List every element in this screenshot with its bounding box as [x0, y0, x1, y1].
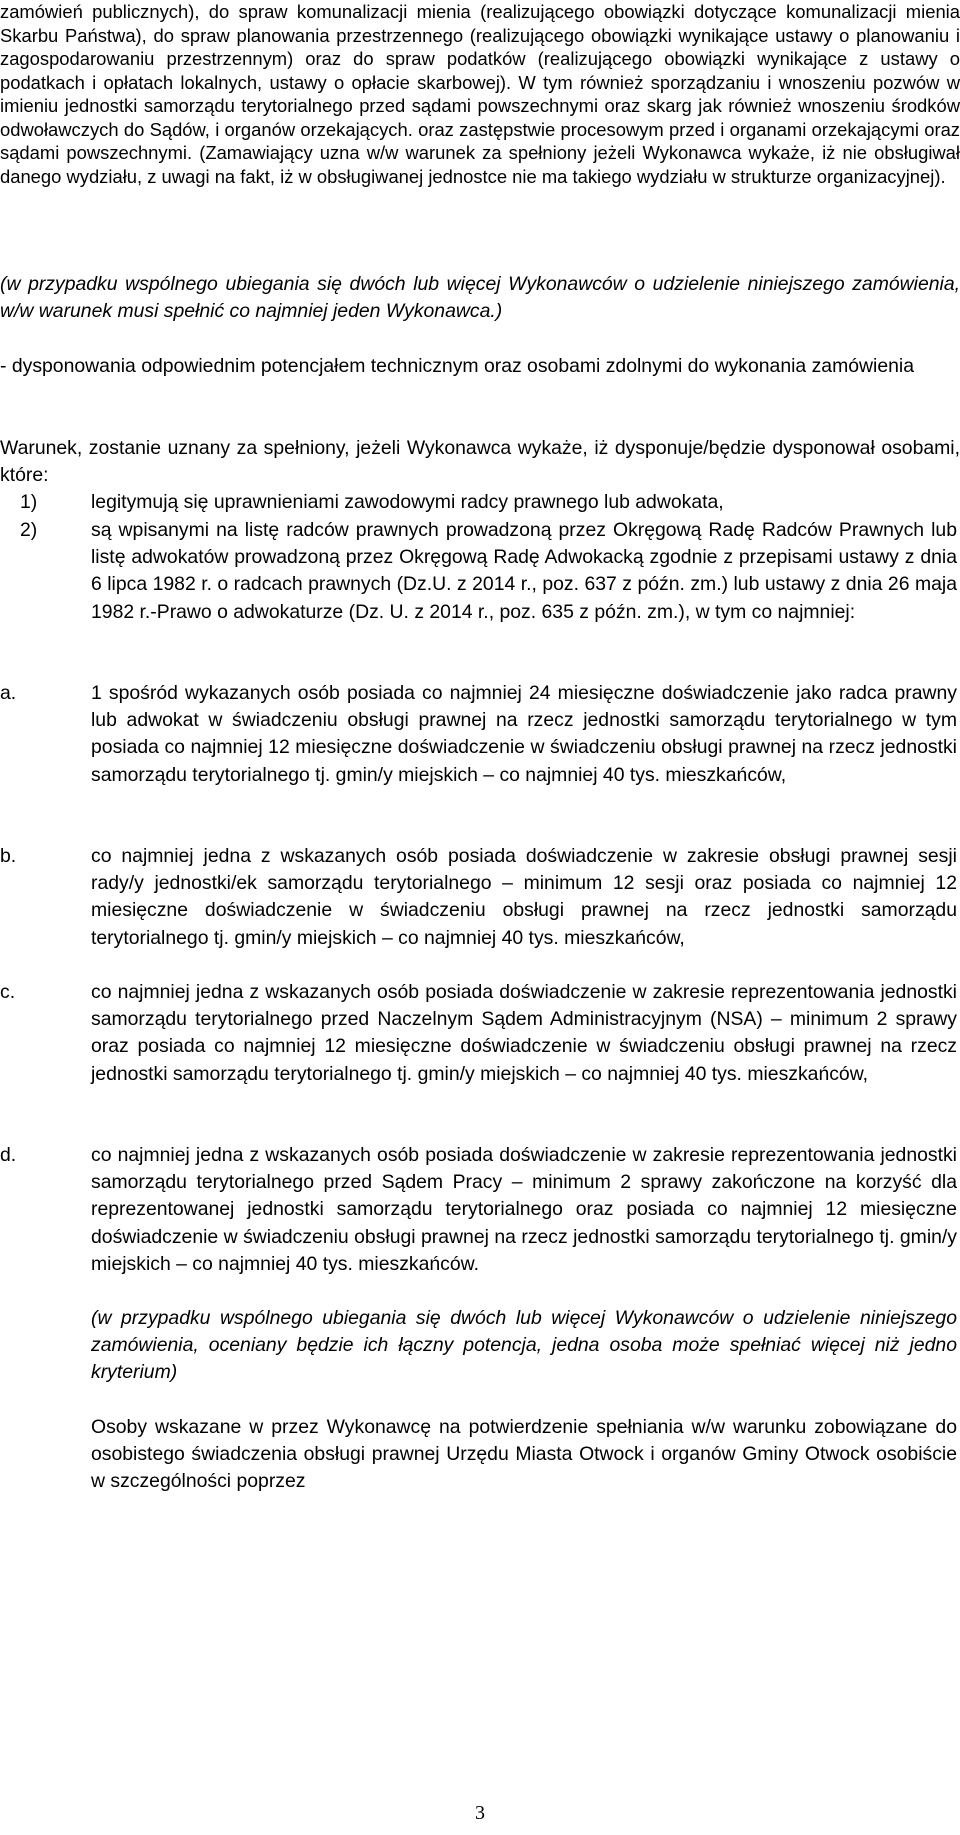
intro-paragraph: zamówień publicznych), do spraw komunalizacji mienia (realizującego obowiązki dotyczące komunalizacji mienia Skarbu Państwa), do spraw planowania przestrzennego (realizującego obowiązki wynikające ustawy o planowaniu i zagospodarowaniu przestrzennym) oraz do spraw podatków (realizującego obowiązki wynikające z ustawy o podatkach i opłatach lokalnych, ustawy o opłacie skarbowej). W tym również sporządzaniu i wnoszeniu pozwów w imieniu jednostki samorządu terytorialnego przed sądami powszechnymi oraz skarg jak również wnoszeniu środków odwoławczych do Sądów, i organów orzekających. oraz zastępstwie procesowym przed i organami orzekającymi oraz sądami powszechnymi. (Zamawiający uzna w/w warunek za spełniony jeżeli Wykonawca wykaże, iż nie obsługiwał danego wydziału, z uwagi na fakt, iż w obsługiwanej jednostce nie ma takiego wydziału w strukturze organizacyjnej).: [0, 1, 960, 187]
list-marker: b.: [0, 845, 17, 867]
list-marker: a.: [0, 682, 17, 704]
list-item-text: co najmniej jedna z wskazanych osób posiada doświadczenie w zakresie reprezentowania jednostki samorządu terytorialnego przed Naczelnym Sądem Administracyjnym (NSA) – minimum 2 sprawy oraz posiada co najmniej 12 miesięczne doświadczenie w świadczeniu obsługi prawnej na rzecz jednostki samorządu terytorialnego tj. gmin/y miejskich – co najmniej 40 tys. mieszkańców,: [91, 981, 957, 1085]
technical-capacity-paragraph: - dysponowania odpowiednim potencjałem technicznym oraz osobami zdolnymi do wykonania zamówienia: [0, 355, 914, 377]
list-item-text: legitymują się uprawnieniami zawodowymi radcy prawnego lub adwokata,: [91, 491, 724, 513]
consortium-note-1: (w przypadku wspólnego ubiegania się dwóch lub więcej Wykonawców o udzielenie niniejszego zamówienia, w/w warunek musi spełnić co najmniej jeden Wykonawca.): [0, 273, 960, 323]
persons-paragraph-text: Osoby wskazane w przez Wykonawcę na potwierdzenie spełniania w/w warunku zobowiązane do osobistego świadczenia obsługi prawnej Urzędu Miasta Otwock i organów Gminy Otwock osobiście w szczególności poprzez: [91, 1416, 957, 1493]
list-marker: d.: [0, 1144, 17, 1166]
list-item-text: są wpisanymi na listę radców prawnych prowadzoną przez Okręgową Radę Radców Prawnych lub listę adwokatów prowadzoną przez Okręgową Radę Adwokacką zgodnie z przepisami ustawy z dnia 6 lipca 1982 r. o radcach prawnych (Dz.U. z 2014 r., poz. 637 z późn. zm.) lub ustawy z dnia 26 maja 1982 r.-Prawo o adwokaturze (Dz. U. z 2014 r., poz. 635 z późn. zm.), w tym co najmniej:: [91, 519, 957, 623]
consortium-note-2-text: (w przypadku wspólnego ubiegania się dwóch lub więcej Wykonawców o udzielenie niniejszego zamówienia, oceniany będzie ich łączny potencja, jedna osoba może spełniać więcej niż jedno kryterium): [91, 1307, 957, 1384]
condition-paragraph: Warunek, zostanie uznany za spełniony, jeżeli Wykonawca wykaże, iż dysponuje/będzie dysponował osobami, które:: [0, 437, 960, 487]
list-item-text: co najmniej jedna z wskazanych osób posiada doświadczenie w zakresie obsługi prawnej sesji rady/y jednostki/ek samorządu terytorialnego – minimum 12 sesji oraz posiada co najmniej 12 miesięczne doświadczenie w świadczeniu obsługi prawnej na rzecz jednostki samorządu terytorialnego tj. gmin/y miejskich – co najmniej 40 tys. mieszkańców,: [91, 845, 957, 949]
list-marker: 2): [20, 519, 38, 541]
list-marker: 1): [20, 491, 38, 513]
page-number: 3: [475, 1802, 485, 1824]
list-item-text: co najmniej jedna z wskazanych osób posiada doświadczenie w zakresie reprezentowania jednostki samorządu terytorialnego przed Sądem Pracy – minimum 2 sprawy zakończone na korzyść dla reprezentowanej jednostki samorządu terytorialnego oraz posiada co najmniej 12 miesięczne doświadczenie w świadczeniu obsługi prawnej na rzecz jednostki samorządu terytorialnego tj. gmin/y miejskich – co najmniej 40 tys. mieszkańców.: [91, 1144, 957, 1275]
list-item-text: 1 spośród wykazanych osób posiada co najmniej 24 miesięczne doświadczenie jako radca prawny lub adwokat w świadczeniu obsługi prawnej na rzecz jednostki samorządu terytorialnego w tym posiada co najmniej 12 miesięczne doświadczenie w świadczeniu obsługi prawnej na rzecz jednostki samorządu terytorialnego tj. gmin/y miejskich – co najmniej 40 tys. mieszkańców,: [91, 682, 957, 786]
list-marker: c.: [0, 981, 16, 1003]
